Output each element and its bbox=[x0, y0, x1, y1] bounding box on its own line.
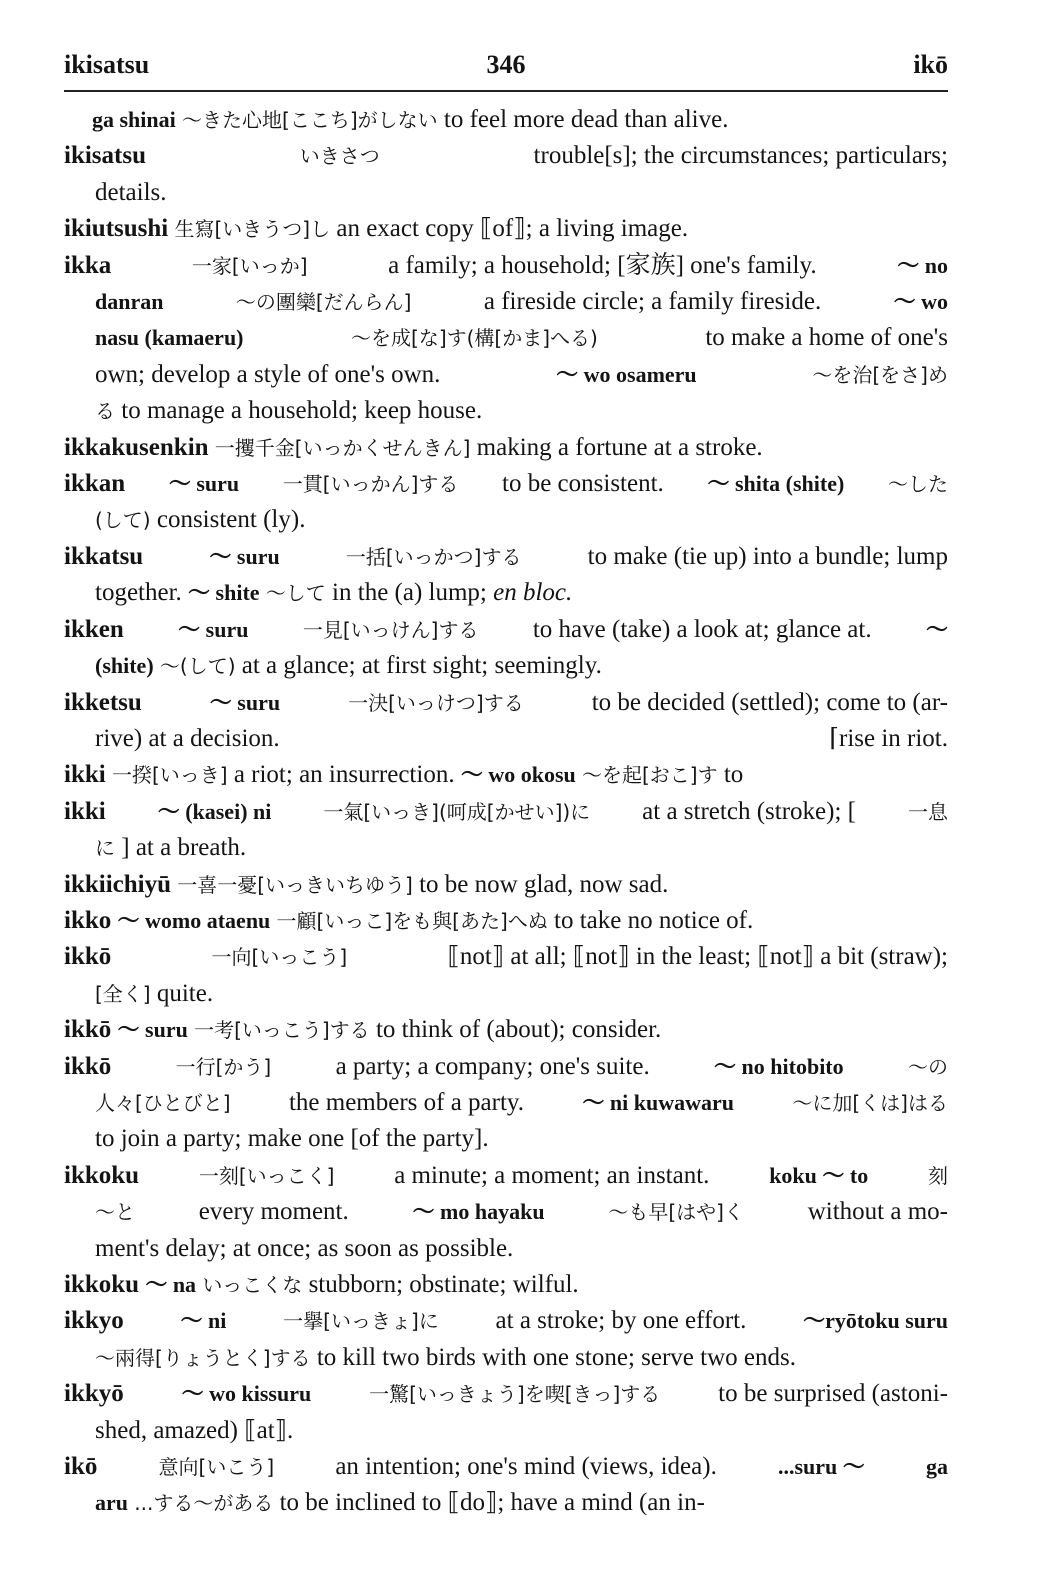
entry-line bbox=[64, 138, 948, 174]
japanese-text: 〜も早[はや]く bbox=[608, 1200, 744, 1225]
definition-text: an exact copy ⟦of⟧; a living image. bbox=[336, 215, 689, 243]
definition-text: ] at a breath. bbox=[121, 834, 247, 862]
dictionary-entry bbox=[64, 1376, 948, 1449]
entry-line bbox=[64, 1012, 948, 1048]
entry-line bbox=[64, 320, 948, 356]
entry-line bbox=[64, 430, 948, 466]
romaji-phrase: 〜 suru bbox=[168, 471, 240, 497]
entry-line bbox=[64, 1376, 948, 1412]
romaji-phrase: 〜 suru bbox=[209, 689, 281, 715]
romaji-phrase: 〜 shite bbox=[188, 580, 260, 606]
romaji-phrase: 〜 wo kissuru bbox=[181, 1381, 312, 1407]
definition-text: the members of a party. bbox=[288, 1088, 525, 1116]
dictionary-entry bbox=[64, 1449, 948, 1522]
entry-line bbox=[64, 1303, 948, 1339]
definition-text: an intention; one's mind (views, idea). bbox=[335, 1453, 717, 1481]
definition-text: ⟦not⟧ at all; ⟦not⟧ in the least; ⟦not⟧ a bit (straw); bbox=[447, 943, 948, 971]
japanese-text: 一貫[いっかん]する bbox=[282, 472, 459, 497]
definition-text: in the (a) lump; bbox=[332, 579, 487, 607]
japanese-text: 〜した bbox=[887, 472, 948, 497]
romaji-phrase: ...suru 〜 bbox=[778, 1454, 865, 1480]
definition-text: every moment. bbox=[198, 1198, 349, 1226]
romaji-phrase: ga shinai bbox=[92, 107, 176, 132]
japanese-text: る bbox=[95, 399, 115, 424]
dictionary-entry bbox=[64, 794, 948, 867]
dictionary-entry bbox=[64, 102, 948, 138]
definition-text: rive) at a decision. bbox=[95, 724, 280, 752]
dictionary-page bbox=[64, 50, 948, 1522]
romaji-phrase: nasu (kamaeru) bbox=[95, 325, 244, 351]
definition-text: ment's delay; at once; as soon as possible. bbox=[95, 1234, 514, 1262]
japanese-text: いきさつ bbox=[299, 144, 380, 169]
romaji-phrase: (shite) bbox=[95, 653, 154, 679]
entry-line bbox=[64, 685, 948, 721]
headword: ikkō bbox=[64, 1052, 112, 1080]
dictionary-entry bbox=[64, 1049, 948, 1158]
japanese-text: [全く] bbox=[95, 981, 151, 1006]
romaji-phrase: 〜ryōtoku suru bbox=[803, 1308, 948, 1334]
entry-line bbox=[64, 284, 948, 320]
romaji-phrase: ga bbox=[925, 1454, 948, 1480]
romaji-phrase: 〜 no bbox=[897, 252, 948, 278]
romaji-phrase: danran bbox=[95, 289, 164, 315]
headword: ikka bbox=[64, 251, 112, 279]
japanese-text: 一息 bbox=[907, 799, 948, 824]
japanese-text: 〜きた心地[ここち]がしない bbox=[182, 108, 438, 132]
headword: ikkakusenkin bbox=[64, 433, 209, 461]
dictionary-entry bbox=[64, 430, 948, 466]
headword: ikkō bbox=[64, 1016, 112, 1044]
dictionary-entry bbox=[64, 1158, 948, 1267]
entry-line bbox=[64, 976, 948, 1012]
japanese-text: 一家[いっか] bbox=[191, 253, 308, 278]
romaji-phrase: 〜 suru bbox=[209, 543, 280, 569]
headword: ikkoku bbox=[64, 1271, 140, 1298]
dictionary-entry bbox=[64, 1303, 948, 1376]
japanese-text: 〜(して) bbox=[159, 654, 236, 679]
right-guide-word: ikō bbox=[913, 50, 948, 79]
japanese-text: 一決[いっけつ]する bbox=[348, 690, 524, 715]
dictionary-entry bbox=[64, 248, 948, 430]
japanese-text: 一攫千金[いっかくせんきん] bbox=[214, 435, 471, 460]
headword: ikkyō bbox=[64, 1380, 124, 1408]
definition-text: a riot; an insurrection. bbox=[233, 761, 455, 789]
japanese-text: 一括[いっかつ]する bbox=[345, 544, 522, 569]
entry-line bbox=[64, 1158, 948, 1194]
entry-line bbox=[64, 175, 948, 211]
romaji-phrase: 〜 bbox=[925, 616, 948, 642]
japanese-text: いっこくな bbox=[202, 1273, 303, 1297]
dictionary-entry bbox=[64, 612, 948, 685]
japanese-text: 〜を起[おこ]す bbox=[582, 763, 718, 788]
entry-line bbox=[64, 757, 948, 793]
definition-text: to be now glad, now sad. bbox=[419, 870, 669, 898]
page-header bbox=[64, 50, 948, 92]
definition-text: together. bbox=[95, 579, 182, 607]
headword: ikken bbox=[64, 615, 124, 643]
entry-line bbox=[64, 1485, 948, 1521]
japanese-text: 〜兩得[りょうとく]する bbox=[95, 1345, 311, 1370]
entry-line bbox=[64, 1049, 948, 1085]
entry-line bbox=[64, 830, 948, 866]
definition-text: to bbox=[723, 761, 744, 789]
entry-line bbox=[64, 248, 948, 284]
romaji-phrase: koku 〜 to bbox=[769, 1162, 869, 1188]
japanese-text: 〜を治[をさ]め bbox=[812, 362, 948, 387]
headword: ikō bbox=[64, 1453, 98, 1481]
definition-text: a fireside circle; a family fireside. bbox=[483, 288, 822, 316]
entry-line bbox=[64, 1340, 948, 1376]
japanese-text: 一行[かう] bbox=[175, 1054, 272, 1079]
definition-text: to be inclined to ⟦do⟧; have a mind (an in- bbox=[279, 1489, 705, 1517]
entry-line bbox=[64, 903, 948, 939]
definition-text: to feel more dead than alive. bbox=[443, 106, 729, 133]
definition-text: making a fortune at a stroke. bbox=[476, 433, 763, 461]
romaji-phrase: 〜 suru bbox=[117, 1017, 188, 1043]
page-number: 346 bbox=[486, 50, 526, 79]
headword: ikkan bbox=[64, 470, 126, 498]
romaji-phrase: 〜 no hitobito bbox=[714, 1053, 844, 1079]
japanese-text: 〜の團欒[だんらん] bbox=[235, 290, 412, 315]
dictionary-entry bbox=[64, 939, 948, 1012]
entry-line bbox=[64, 539, 948, 575]
dictionary-entry bbox=[64, 1267, 948, 1303]
entry-line bbox=[64, 721, 948, 757]
left-guide-word: ikisatsu bbox=[64, 50, 150, 79]
entries-list bbox=[64, 102, 948, 1522]
romaji-phrase: 〜 (kasei) ni bbox=[157, 798, 272, 824]
entry-line bbox=[64, 357, 948, 393]
romaji-phrase: 〜 ni kuwawaru bbox=[582, 1089, 735, 1115]
headword: ikkatsu bbox=[64, 542, 144, 570]
entry-line bbox=[64, 939, 948, 975]
definition-text: to kill two birds with one stone; serve two ends. bbox=[316, 1343, 796, 1371]
entry-line bbox=[64, 794, 948, 830]
definition-text: to join a party; make one [of the party]. bbox=[95, 1125, 489, 1153]
definition-text: at a stretch (stroke); [ bbox=[642, 797, 856, 825]
headword: ikisatsu bbox=[64, 142, 146, 170]
definition-text: a family; a household; [家族] one's family. bbox=[388, 251, 817, 279]
entry-line bbox=[64, 1231, 948, 1267]
definition-text: to manage a household; keep house. bbox=[121, 397, 483, 425]
definition-text: to make (tie up) into a bundle; lump bbox=[587, 542, 948, 570]
entry-line bbox=[64, 1085, 948, 1121]
entry-line bbox=[64, 1413, 948, 1449]
japanese-text: 一見[いっけん]する bbox=[302, 617, 479, 642]
definition-text: shed, amazed) ⟦at⟧. bbox=[95, 1416, 294, 1444]
japanese-text: 意向[いこう] bbox=[158, 1455, 275, 1480]
japanese-text: 一向[いっこう] bbox=[211, 945, 348, 970]
entry-line bbox=[64, 1194, 948, 1230]
dictionary-entry bbox=[64, 685, 948, 758]
dictionary-entry bbox=[64, 757, 948, 793]
romaji-phrase: 〜 womo ataenu bbox=[117, 907, 271, 933]
entry-line bbox=[64, 1121, 948, 1157]
italic-text: en bloc. bbox=[493, 579, 573, 607]
japanese-text: 一驚[いっきょう]を喫[きっ]する bbox=[369, 1382, 661, 1407]
japanese-text: 〜を成[な]す(構[かま]へる) bbox=[351, 326, 598, 351]
definition-text: stubborn; obstinate; wilful. bbox=[308, 1271, 579, 1298]
romaji-phrase: 〜 wo osameru bbox=[556, 361, 697, 387]
entry-line bbox=[64, 1449, 948, 1485]
definition-text: at a stroke; by one effort. bbox=[495, 1307, 747, 1335]
dictionary-entry bbox=[64, 903, 948, 939]
definition-text: quite. bbox=[156, 979, 214, 1007]
definition-text: own; develop a style of one's own. bbox=[95, 360, 441, 388]
entry-line bbox=[64, 648, 948, 684]
entry-line bbox=[64, 1267, 948, 1303]
dictionary-entry bbox=[64, 466, 948, 539]
romaji-phrase: 〜 wo bbox=[893, 289, 948, 315]
entry-line bbox=[64, 867, 948, 903]
definition-text: to be consistent. bbox=[502, 470, 664, 498]
definition-text: at a glance; at first sight; seemingly. bbox=[241, 652, 602, 680]
headword: ikko bbox=[64, 906, 112, 934]
japanese-text: 一擧[いっきょ]に bbox=[283, 1309, 439, 1334]
japanese-text: 一顧[いっこ]をも與[あた]へぬ bbox=[276, 908, 548, 933]
japanese-text: 刻 bbox=[928, 1163, 948, 1188]
romaji-phrase: 〜 suru bbox=[178, 616, 249, 642]
carryover-text: ⌈rise in riot. bbox=[829, 724, 948, 752]
japanese-text: 〜と bbox=[95, 1200, 135, 1225]
definition-text: trouble[s]; the circumstances; particulars; bbox=[533, 142, 948, 170]
dictionary-entry bbox=[64, 1012, 948, 1048]
entry-line bbox=[64, 102, 948, 138]
headword: ikkiichiyū bbox=[64, 870, 171, 898]
japanese-text: に bbox=[95, 836, 115, 861]
dictionary-entry bbox=[64, 211, 948, 247]
japanese-text: 一氣[いっき](呵成[かせい])に bbox=[323, 799, 591, 824]
headword: ikketsu bbox=[64, 688, 142, 716]
japanese-text: 〜に加[くは]はる bbox=[792, 1090, 948, 1115]
japanese-text: 〜して bbox=[265, 581, 326, 606]
headword: ikki bbox=[64, 761, 106, 789]
japanese-text: (して) bbox=[95, 508, 151, 533]
headword: ikkyo bbox=[64, 1307, 124, 1335]
romaji-phrase: 〜 na bbox=[145, 1272, 197, 1297]
japanese-text: 〜の bbox=[907, 1054, 948, 1079]
headword: ikkoku bbox=[64, 1161, 140, 1189]
definition-text: to be surprised (astoni- bbox=[718, 1380, 948, 1408]
dictionary-entry bbox=[64, 539, 948, 612]
headword: ikki bbox=[64, 797, 106, 825]
entry-line bbox=[64, 211, 948, 247]
japanese-text: 生寫[いきうつ]し bbox=[174, 217, 331, 242]
headword: ikkō bbox=[64, 943, 112, 971]
definition-text: details. bbox=[95, 178, 167, 206]
japanese-text: 一考[いっこう]する bbox=[194, 1018, 370, 1043]
definition-text: to have (take) a look at; glance at. bbox=[532, 615, 872, 643]
entry-line bbox=[64, 466, 948, 502]
japanese-text: 一喜一憂[いっきいちゆう] bbox=[177, 872, 413, 897]
entry-line bbox=[64, 502, 948, 538]
japanese-text: 人々[ひとびと] bbox=[95, 1090, 231, 1115]
romaji-phrase: aru bbox=[95, 1490, 128, 1516]
definition-text: without a mo- bbox=[807, 1198, 948, 1226]
definition-text: to be decided (settled); come to (ar- bbox=[591, 688, 948, 716]
definition-text: to make a home of one's bbox=[705, 324, 948, 352]
dictionary-entry bbox=[64, 867, 948, 903]
romaji-phrase: 〜 ni bbox=[180, 1308, 227, 1334]
japanese-text: 一刻[いっこく] bbox=[198, 1163, 335, 1188]
japanese-text: ...する〜がある bbox=[134, 1491, 274, 1516]
definition-text: a party; a company; one's suite. bbox=[335, 1052, 650, 1080]
romaji-phrase: 〜 wo okosu bbox=[460, 762, 576, 788]
dictionary-entry bbox=[64, 138, 948, 211]
headword: ikiutsushi bbox=[64, 215, 169, 243]
definition-text: to take no notice of. bbox=[554, 906, 754, 934]
entry-line bbox=[64, 575, 948, 611]
romaji-phrase: 〜 shita (shite) bbox=[707, 471, 845, 497]
japanese-text: 一揆[いっき] bbox=[111, 763, 228, 788]
entry-line bbox=[64, 612, 948, 648]
definition-text: to think of (about); consider. bbox=[375, 1016, 662, 1044]
definition-text: consistent (ly). bbox=[156, 506, 306, 534]
definition-text: a minute; a moment; an instant. bbox=[394, 1161, 710, 1189]
romaji-phrase: 〜 mo hayaku bbox=[412, 1199, 545, 1225]
entry-line bbox=[64, 393, 948, 429]
